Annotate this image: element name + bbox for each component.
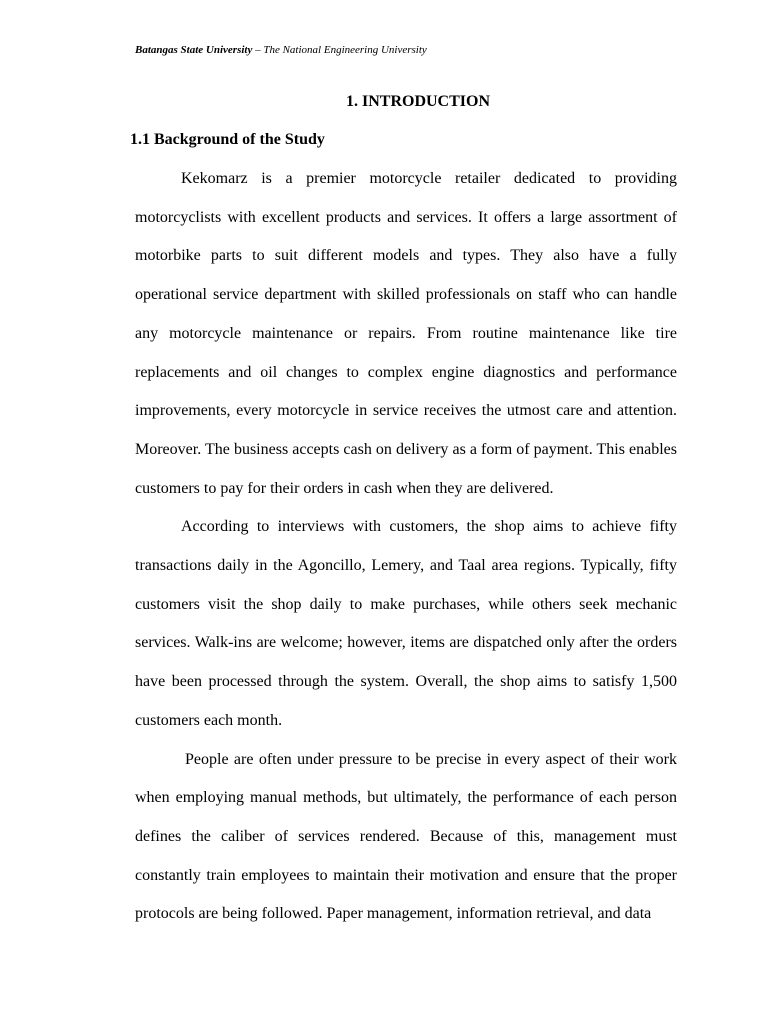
paragraph-2: According to interviews with customers, the shop aims to achieve fifty transactions daily in the Agoncillo, Lemery, and Taal area regions. Typically, fifty customers visit the shop daily to make purchases, while others seek mechanic services. Walk-ins are welcome; however, items are dispatched only after the orders have been processed through the system. Overall, the shop aims to satisfy 1,500 customers each month. — [135, 518, 677, 729]
paragraph-3: People are often under pressure to be precise in every aspect of their work when employing manual methods, but ultimately, the performance of each person defines the caliber of services rendered. Because of this, management must constantly train employees to maintain their motivation and ensure that the proper protocols are being followed. Paper management, information retrieval, and data — [135, 750, 677, 923]
body-text — [135, 160, 677, 934]
section-title: 1.1 Background of the Study — [130, 131, 325, 148]
page-header — [135, 44, 427, 56]
header-tagline: – The National Engineering University — [252, 44, 427, 56]
chapter-title: 1. INTRODUCTION — [345, 93, 490, 110]
paragraph-1: Kekomarz is a premier motorcycle retailer dedicated to providing motorcyclists with excellent products and services. It offers a large assortment of motorbike parts to suit different models and types. They also have a fully operational service department with skilled professionals on staff who can handle any motorcycle maintenance or repairs. From routine maintenance like tire replacements and oil changes to complex engine diagnostics and performance improvements, every motorcycle in service receives the utmost care and attention. Moreover. The business accepts cash on delivery as a form of payment. This enables customers to pay for their orders in cash when they are delivered. — [135, 170, 677, 497]
header-university: Batangas State University — [135, 44, 253, 56]
